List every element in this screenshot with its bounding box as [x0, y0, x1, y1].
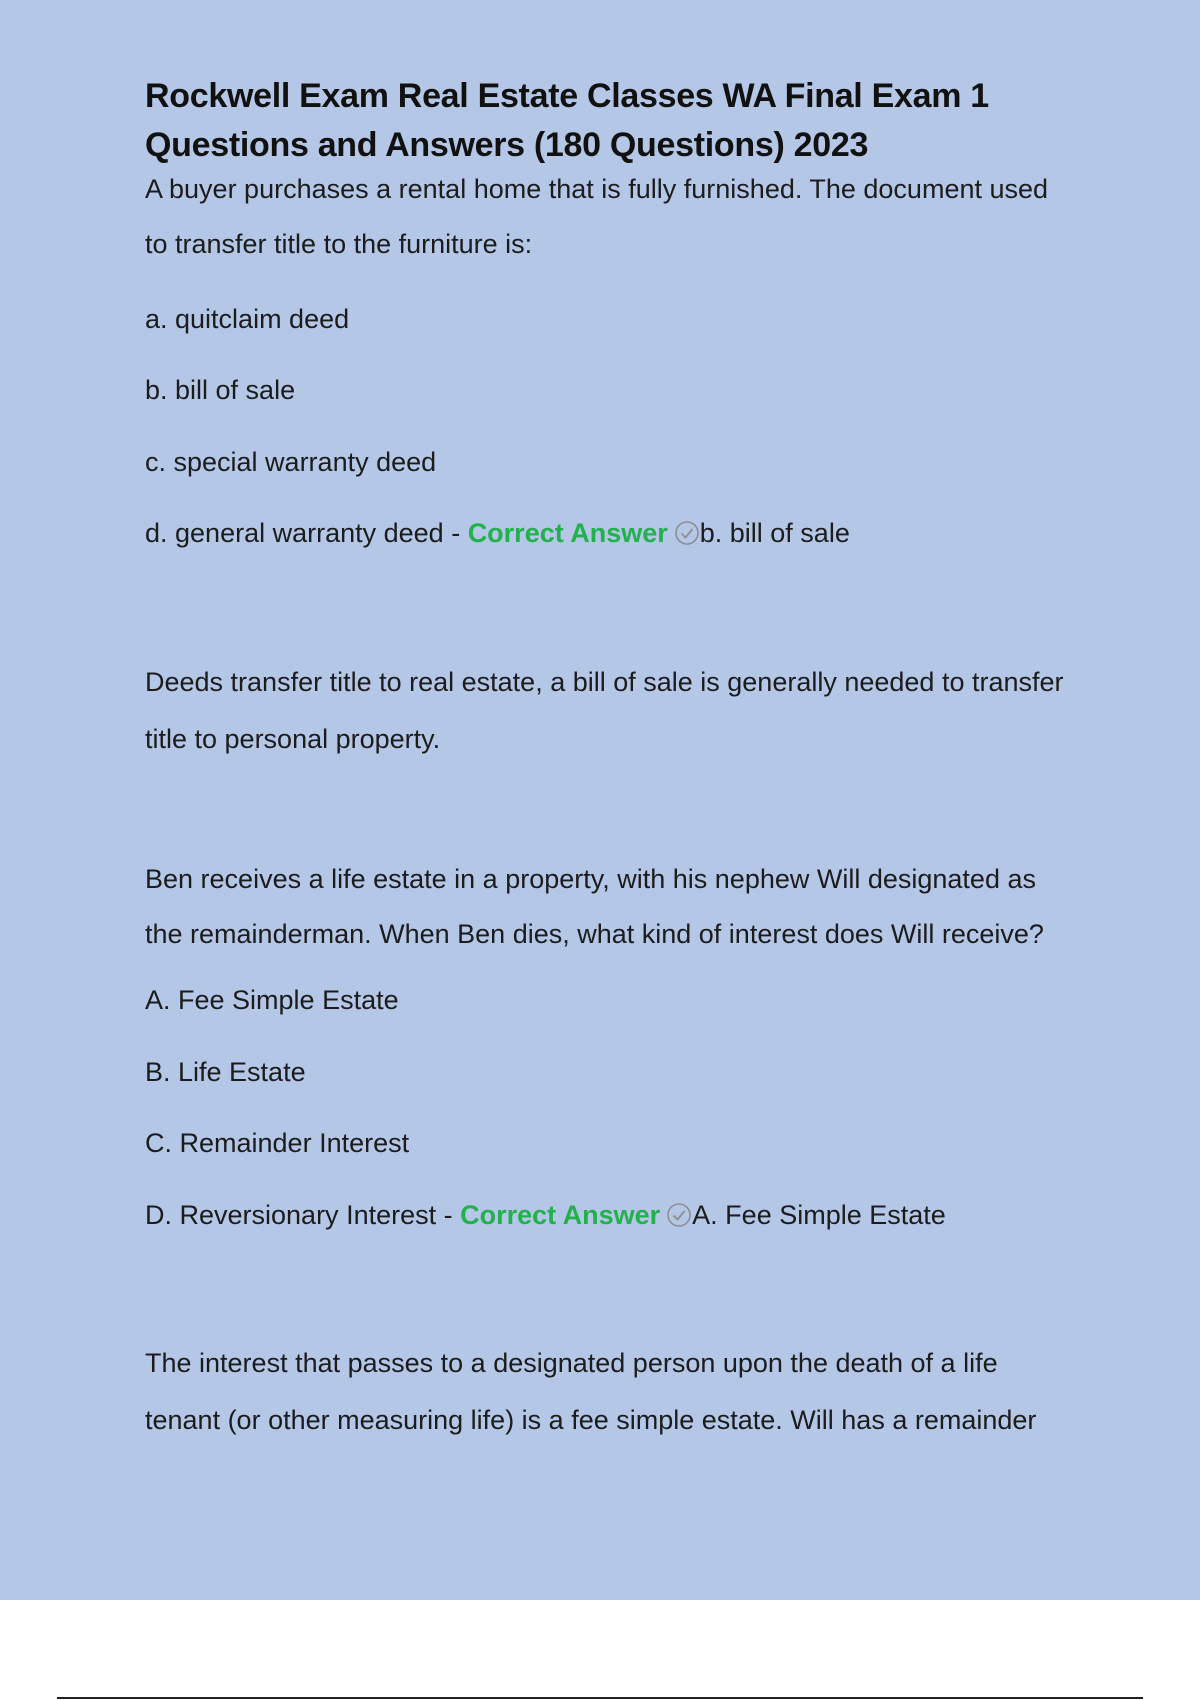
correct-answer-text: b. bill of sale	[699, 518, 850, 548]
answer-option-d-with-answer	[145, 1195, 1095, 1235]
answer-explanation	[145, 654, 1095, 768]
title-line-1: Rockwell Exam Real Estate Classes WA Final Exam 1	[145, 77, 989, 115]
check-circle-icon	[674, 520, 700, 546]
correct-answer-label: Correct Answer	[460, 1200, 661, 1230]
answer-separator: -	[436, 1200, 461, 1230]
correct-answer-text: A. Fee Simple Estate	[692, 1200, 946, 1230]
answer-option-b: b. bill of sale	[145, 375, 296, 405]
question-prompt-line: to transfer title to the furniture is:	[145, 229, 533, 259]
answer-option-c: C. Remainder Interest	[145, 1128, 410, 1158]
question-prompt-line: the remainderman. When Ben dies, what kind of interest does Will receive?	[145, 919, 1044, 949]
explanation-line: The interest that passes to a designated person upon the death of a life	[145, 1348, 998, 1378]
question-prompt	[145, 162, 1095, 272]
check-circle-icon	[666, 1202, 692, 1228]
explanation-line: tenant (or other measuring life) is a fee simple estate. Will has a remainder	[145, 1405, 1037, 1435]
answer-option-d-with-answer	[145, 513, 1095, 553]
answer-separator: -	[443, 518, 468, 548]
answer-option-d: D. Reversionary Interest	[145, 1200, 437, 1230]
answer-option-b: B. Life Estate	[145, 1057, 306, 1087]
document-title	[145, 72, 1095, 170]
footer-divider	[57, 1697, 1143, 1699]
question-prompt-line: A buyer purchases a rental home that is fully furnished. The document used	[145, 174, 1049, 204]
explanation-line: title to personal property.	[145, 724, 441, 754]
correct-answer-label: Correct Answer	[467, 518, 668, 548]
title-line-2: Questions and Answers (180 Questions) 2023	[145, 126, 869, 164]
question-prompt	[145, 852, 1095, 962]
explanation-line: Deeds transfer title to real estate, a bill of sale is generally needed to transfer	[145, 667, 1064, 697]
answer-option-a: a. quitclaim deed	[145, 304, 350, 334]
answer-option-a: A. Fee Simple Estate	[145, 985, 399, 1015]
answer-option-c: c. special warranty deed	[145, 447, 437, 477]
answer-option-d: d. general warranty deed	[145, 518, 444, 548]
question-block-1	[145, 162, 1095, 768]
question-prompt-line: Ben receives a life estate in a property, with his nephew Will designated as	[145, 864, 1036, 894]
question-block-2	[145, 852, 1095, 1449]
answer-explanation	[145, 1335, 1095, 1449]
document-body	[145, 72, 1095, 1449]
